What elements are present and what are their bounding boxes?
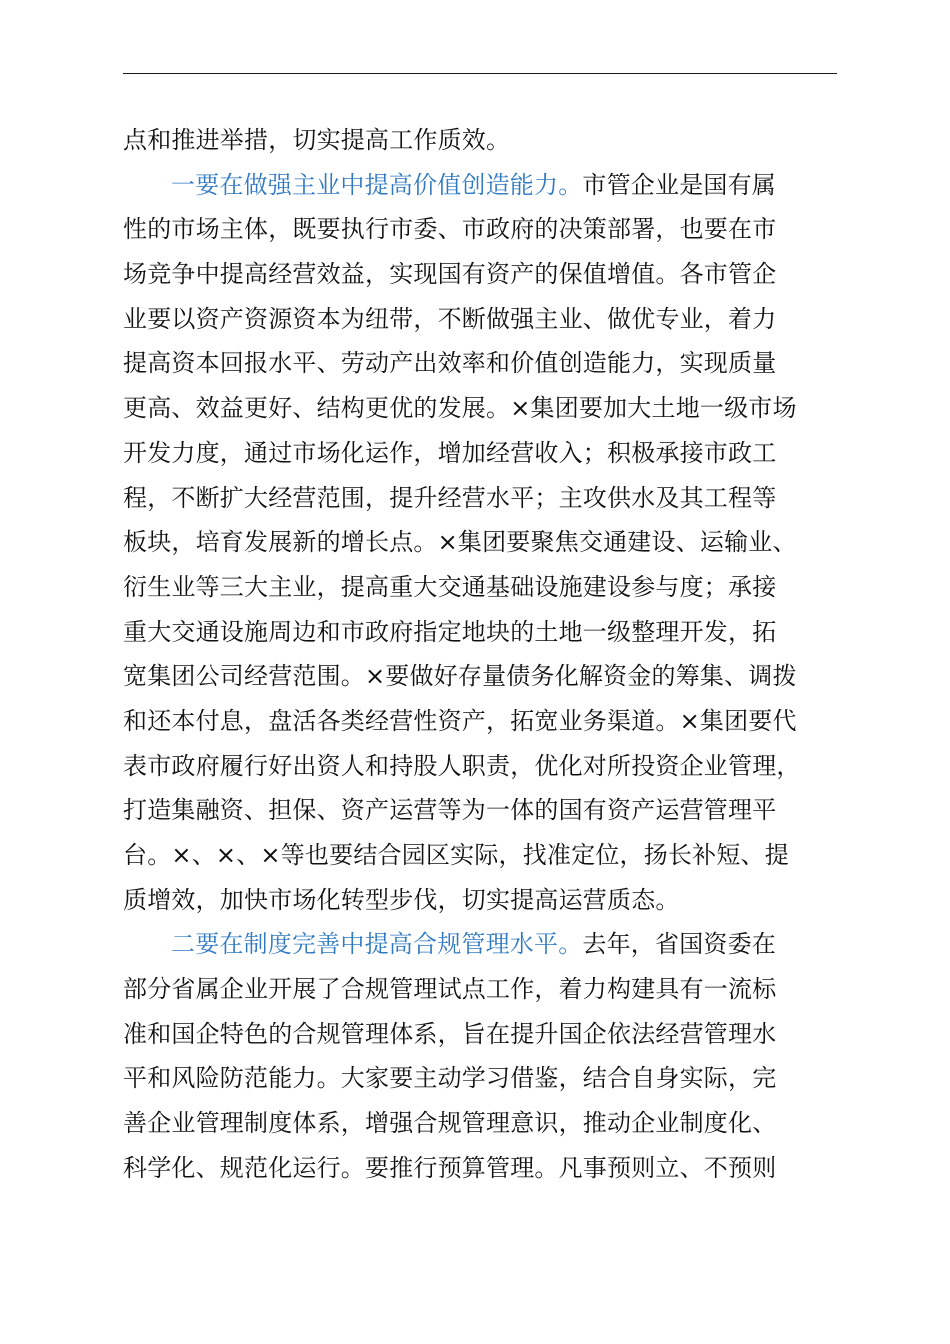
text-line (123, 967, 843, 1012)
body-text: 性的市场主体，既要执行市委、市政府的决策部署，也要在市 (123, 215, 777, 244)
text-line (123, 788, 843, 833)
body-text: 表市政府履行好出资人和持股人职责，优化对所投资企业管理， (123, 751, 801, 780)
body-text: 业要以资产资源资本为纽带，不断做强主业、做优专业，着力 (123, 304, 777, 333)
body-text: 准和国企特色的合规管理体系，旨在提升国企依法经营管理水 (123, 1019, 777, 1048)
paragraph-heading-line (123, 163, 843, 208)
body-text: 平和风险防范能力。大家要主动学习借鉴，结合自身实际，完 (123, 1064, 777, 1093)
text-line (123, 699, 843, 744)
body-text: 衍生业等三大主业，提高重大交通基础设施建设参与度；承接 (123, 572, 777, 601)
body-text: 板块，培育发展新的增长点。×集团要聚焦交通建设、运输业、 (123, 528, 797, 557)
text-line (123, 207, 843, 252)
header-rule (123, 73, 837, 74)
body-text: 开发力度，通过市场化运作，增加经营收入；积极承接市政工 (123, 438, 777, 467)
text-line (123, 252, 843, 297)
text-line (123, 476, 843, 521)
text-line (123, 833, 843, 878)
body-text: 打造集融资、担保、资产运营等为一体的国有资产运营管理平 (123, 796, 777, 825)
text-line (123, 878, 843, 923)
text-line (123, 118, 843, 163)
body-text: 和还本付息，盘活各类经营性资产，拓宽业务渠道。×集团要代 (123, 706, 797, 735)
text-line (123, 297, 843, 342)
text-line (123, 654, 843, 699)
text-line (123, 431, 843, 476)
text-line (123, 1056, 843, 1101)
body-text: 点和推进举措，切实提高工作质效。 (123, 126, 511, 154)
body-text: 部分省属企业开展了合规管理试点工作，着力构建具有一流标 (123, 975, 777, 1004)
body-text: 提高资本回报水平、劳动产出效率和价值创造能力，实现质量 (123, 349, 777, 378)
text-line (123, 1101, 843, 1146)
body-text: 台。×、×、×等也要结合园区实际，找准定位，扬长补短、提 (123, 841, 789, 869)
paragraph-heading-line (123, 922, 843, 967)
text-line (123, 386, 843, 431)
text-line (123, 1012, 843, 1057)
section-heading: 二要在制度完善中提高合规管理水平。 (171, 930, 583, 959)
body-text: 场竞争中提高经营效益，实现国有资产的保值增值。各市管企 (123, 260, 777, 289)
body-text: 市管企业是国有属 (582, 170, 777, 199)
text-line (123, 744, 843, 789)
text-line (123, 1146, 843, 1191)
text-line (123, 610, 843, 655)
body-text: 质增效，加快市场化转型步伐，切实提高运营质态。 (123, 885, 680, 914)
section-heading: 一要在做强主业中提高价值创造能力。 (171, 170, 583, 199)
body-text: 善企业管理制度体系，增强合规管理意识，推动企业制度化、 (123, 1109, 777, 1138)
document-body (123, 118, 843, 1191)
body-text: 宽集团公司经营范围。×要做好存量债务化解资金的筹集、调拨 (123, 662, 797, 691)
body-text: 重大交通设施周边和市政府指定地块的土地一级整理开发，拓 (123, 617, 777, 646)
body-text: 科学化、规范化运行。要推行预算管理。凡事预则立、不预则 (123, 1153, 777, 1182)
body-text: 更高、效益更好、结构更优的发展。×集团要加大土地一级市场 (123, 394, 797, 423)
body-text: 去年，省国资委在 (582, 930, 777, 959)
body-text: 程，不断扩大经营范围，提升经营水平；主攻供水及其工程等 (123, 483, 777, 512)
text-line (123, 520, 843, 565)
text-line (123, 565, 843, 610)
text-line (123, 341, 843, 386)
